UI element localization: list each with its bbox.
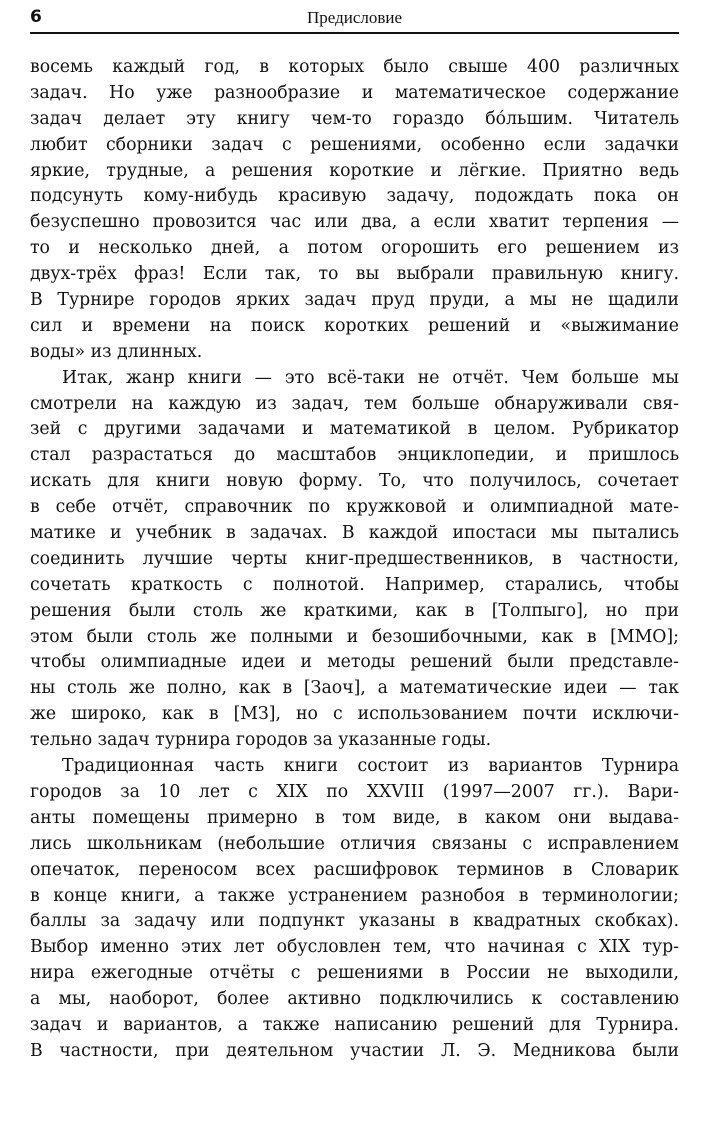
text-line: смотрели на каждую из задач, тем больше обнаруживали свя-: [30, 393, 679, 414]
text-line: лись школьникам (небольшие отличия связаны с исправлением: [30, 833, 679, 854]
text-line: В Турнире городов ярких задач пруд пруди, а мы не щадили: [30, 290, 679, 311]
text-line: чтобы олимпиадные идеи и методы решений были представле-: [30, 652, 679, 673]
text-line: сил и времени на поиск коротких решений и «выжимание: [30, 315, 679, 336]
text-line: городов за 10 лет с XIX по XXVIII (1997—2007 гг.). Вари-: [30, 781, 679, 802]
text-line: же широко, как в [МЗ], но с использованием почти исключи-: [30, 704, 679, 725]
text-line: в конце книги, а также устранением разнобоя в терминологии;: [30, 885, 679, 906]
text-line: тельно задач турнира городов за указанные годы.: [30, 730, 492, 751]
text-line: подсунуть кому-нибудь красивую задачу, подождать пока он: [30, 186, 679, 207]
text-line: Традиционная часть книги состоит из вариантов Турнира: [62, 756, 679, 777]
text-line: безуспешно провозится час или два, а если хватит терпения —: [30, 212, 679, 233]
body-text: [30, 55, 679, 1065]
section-title: Предисловие: [306, 8, 403, 27]
text-line: любит сборники задач с решениями, особенно если задачки: [30, 134, 679, 155]
text-line: в себе отчёт, справочник по кружковой и олимпиадной мате-: [30, 497, 679, 518]
text-line: опечаток, переносом всех расшифровок терминов в Словарик: [30, 859, 679, 880]
text-line: двух-трёх фраз! Если так, то вы выбрали правильную книгу.: [30, 264, 679, 285]
text-line: решения были столь же краткими, как в [Толпыго], но при: [30, 600, 679, 621]
book-page: [30, 0, 679, 1123]
text-line: воды» из длинных.: [30, 341, 203, 362]
text-line: задач. Но уже разнообразие и математическое содержание: [30, 82, 679, 103]
text-line: стал разрастаться до масштабов энциклопедии, и пришлось: [30, 445, 679, 466]
running-head: [30, 0, 679, 34]
text-line: искать для книги новую форму. То, что получилось, сочетает: [30, 471, 679, 492]
text-line: яркие, трудные, а решения короткие и лёгкие. Приятно ведь: [30, 160, 679, 181]
text-line: а мы, наоборот, более активно подключились к составлению: [30, 989, 679, 1010]
text-line: то и несколько дней, а потом огорошить его решением из: [30, 238, 679, 259]
text-line: сочетать краткость с полнотой. Например, старались, чтобы: [30, 574, 679, 595]
text-line: нира ежегодные отчёты с решениями в России не выходили,: [30, 963, 679, 984]
text-line: восемь каждый год, в которых было свыше 400 различных: [30, 57, 679, 77]
text-line: Итак, жанр книги — это всё-таки не отчёт. Чем больше мы: [62, 367, 679, 388]
paragraph: [30, 366, 679, 754]
paragraph: [30, 754, 679, 1065]
text-line: анты помещены примерно в том виде, в каком они выдава-: [30, 807, 679, 828]
text-line: зей с другими задачами и математикой в целом. Рубрикатор: [30, 419, 679, 440]
text-line: В частности, при деятельном участии Л. Э. Медникова были: [30, 1040, 679, 1061]
text-line: баллы за задачу или подпункт указаны в квадратных скобках).: [30, 911, 679, 932]
text-line: этом были столь же полными и безошибочными, как в [ММО];: [30, 626, 679, 647]
text-line: ны столь же полно, как в [Заоч], а математические идеи — так: [30, 678, 679, 699]
text-line: задач делает эту книгу чем-то гораздо бо́льшим. Читатель: [30, 108, 679, 129]
text-line: задач и вариантов, а также написанию решений для Турнира.: [30, 1014, 679, 1035]
text-line: матике и учебник в задачах. В каждой ипостаси мы пытались: [30, 523, 679, 544]
text-line: Выбор именно этих лет обусловлен тем, что начиная с XIX тур-: [30, 937, 679, 958]
text-line: соединить лучшие черты книг-предшественников, в частности,: [30, 548, 679, 569]
page-number: 6: [30, 7, 42, 27]
paragraph: [30, 55, 679, 366]
